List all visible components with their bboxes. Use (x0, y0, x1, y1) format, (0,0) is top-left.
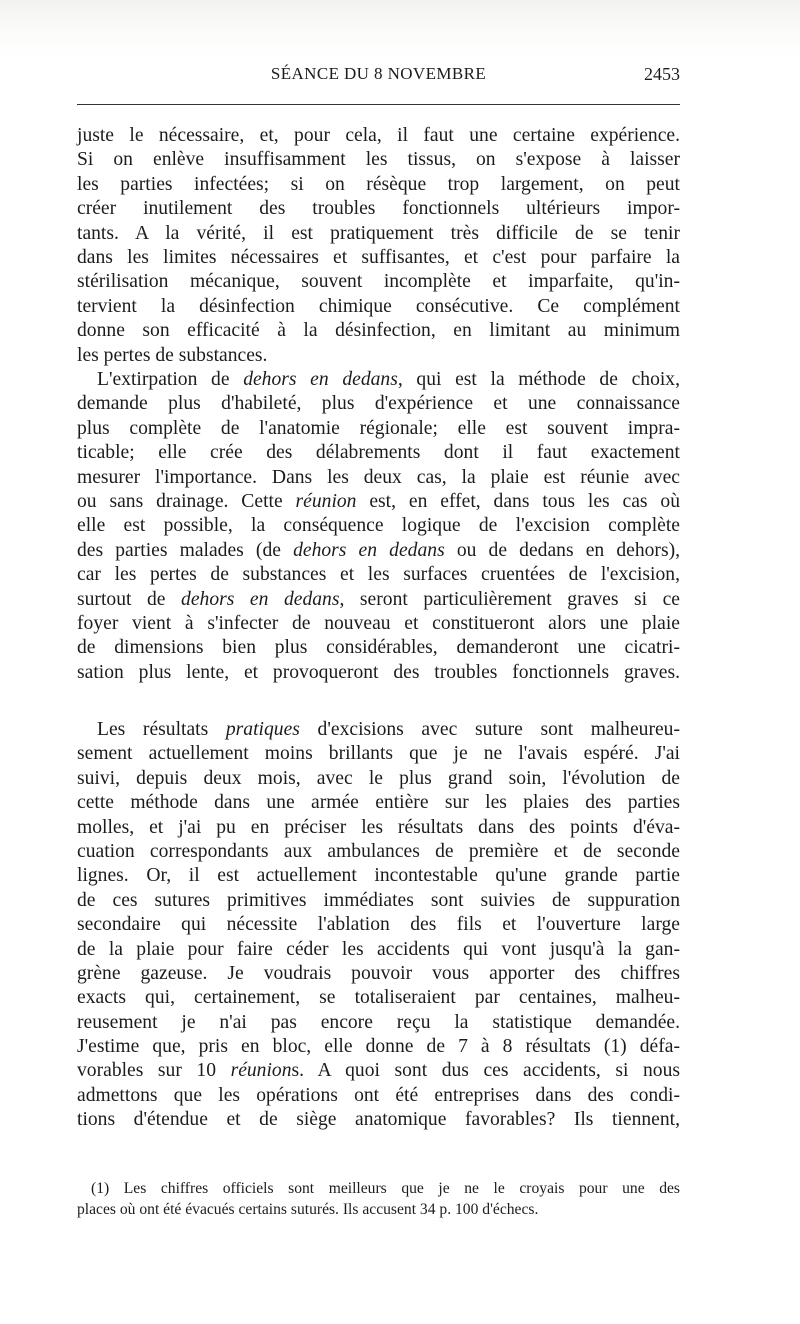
text-line: lignes. Or, il est actuellement incontestable qu'une grande partie (77, 865, 680, 887)
text-line: Les résultats pratiques d'excisions avec suture sont malheureu- (97, 719, 681, 740)
text-line: sement actuellement moins brillants que je ne l'avais espéré. J'ai (77, 743, 680, 765)
text-line: Si on enlève insuffisamment les tissus, on s'expose à laisser (77, 149, 680, 171)
text-line: suivi, depuis deux mois, avec le plus grand soin, l'évolution de (77, 767, 680, 789)
text-line: secondaire qui nécessite l'ablation des fils et l'ouverture large (77, 914, 680, 936)
text-line: ticable; elle crée des délabrements dont il faut exactement (77, 442, 680, 464)
text-line: sation plus lente, et provoqueront des troubles fonctionnels graves. (77, 661, 680, 683)
emphasis: dehors en dedans (243, 369, 398, 390)
text-line: les parties infectées; si on résèque trop largement, on peut (77, 173, 680, 195)
text-line: de ces sutures primitives immédiates sont suivies de suppuration (77, 889, 680, 911)
emphasis: dehors en dedans (181, 588, 340, 610)
paragraph-1 (77, 124, 680, 368)
text-line: de la plaie pour faire céder les accidents qui vont jusqu'à la gan- (77, 938, 680, 960)
text-line: dans les limites nécessaires et suffisantes, et c'est pour parfaire la (77, 246, 680, 268)
emphasis: réunion (295, 490, 357, 512)
text-line: elle est possible, la conséquence logique de l'excision complète (77, 515, 680, 537)
text-line: des parties malades (de dehors en dedans ou de dedans en dehors), (77, 539, 681, 561)
page-header (77, 64, 680, 92)
text-line: L'extirpation de dehors en dedans, qui est la méthode de choix, (97, 369, 681, 390)
paragraph-3 (77, 718, 680, 1133)
text-line: stérilisation mécanique, souvent incomplète et imparfaite, qu'in- (77, 271, 680, 293)
text-line: créer inutilement des troubles fonctionnels ultérieurs impor- (77, 198, 680, 220)
page-number: 2453 (644, 64, 680, 84)
text-line: de dimensions bien plus considérables, demanderont une cicatri- (77, 637, 680, 659)
text-line: donne son efficacité à la désinfection, en limitant au minimum (77, 320, 680, 342)
emphasis: réunion (230, 1060, 292, 1082)
text-line: exacts qui, certainement, se totaliseraient par centaines, malheu- (77, 987, 680, 1009)
text-line: plus complète de l'anatomie régionale; elle est souvent impra- (77, 417, 680, 439)
text-line: surtout de dehors en dedans, seront particulièrement graves si ce (77, 588, 681, 610)
text-line: les pertes de substances. (77, 344, 268, 366)
footnote-line: (1) Les chiffres officiels sont meilleurs que je ne le croyais pour une des (91, 1180, 680, 1197)
text-line: tervient la désinfection chimique consécutive. Ce complément (77, 295, 680, 317)
text-line: J'estime que, pris en bloc, elle donne de 7 à 8 résultats (1) défa- (77, 1036, 680, 1058)
text-line: tions d'étendue et de siège anatomique favorables? Ils tiennent, (77, 1109, 680, 1131)
text-line: molles, et j'ai pu en préciser les résultats dans des points d'éva- (77, 816, 680, 838)
paragraph-2 (77, 368, 680, 685)
emphasis: pratiques (225, 719, 300, 740)
text-line: reusement je n'ai pas encore reçu la statistique demandée. (77, 1011, 680, 1033)
text-line: foyer vient à s'infecter de nouveau et constitueront alors une plaie (77, 612, 680, 634)
emphasis: dehors en dedans (293, 539, 445, 561)
header-rule (77, 104, 680, 105)
text-line: admettons que les opérations ont été entreprises dans des condi- (77, 1084, 680, 1106)
text-line: cuation correspondants aux ambulances de première et de seconde (77, 840, 680, 862)
running-head: SÉANCE DU 8 NOVEMBRE (270, 64, 487, 83)
text-line: cette méthode dans une armée entière sur les plaies des parties (77, 792, 680, 814)
text-line: mesurer l'importance. Dans les deux cas, la plaie est réunie avec (77, 466, 680, 488)
footnote-line: places où ont été évacués certains suturés. Ils accusent 34 p. 100 d'échecs. (77, 1201, 539, 1218)
text-line: tants. A la vérité, il est pratiquement très difficile de se tenir (77, 222, 680, 244)
text-line: vorables sur 10 réunions. A quoi sont dus ces accidents, si nous (77, 1060, 680, 1082)
text-line: grène gazeuse. Je voudrais pouvoir vous apporter des chiffres (77, 962, 680, 984)
text-line: ou sans drainage. Cette réunion est, en effet, dans tous les cas où (77, 490, 680, 512)
footnote (77, 1178, 680, 1220)
text-line: juste le nécessaire, et, pour cela, il faut une certaine expérience. (77, 125, 680, 146)
text-line: car les pertes de substances et les surfaces cruentées de l'excision, (77, 564, 680, 586)
text-line: demande plus d'habileté, plus d'expérience et une connaissance (77, 393, 680, 415)
